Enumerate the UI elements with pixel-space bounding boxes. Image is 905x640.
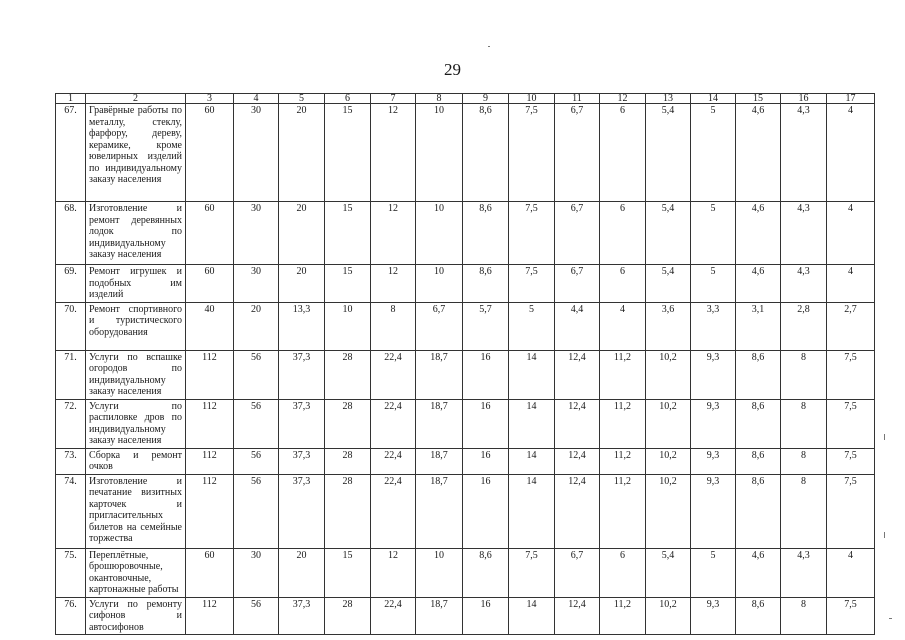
rate-cell: 60 [186,202,234,265]
rate-cell: 9,3 [691,399,736,448]
scan-speck [488,46,490,47]
rate-cell: 22,4 [371,448,416,474]
table-header [56,94,875,104]
rate-cell: 12 [371,202,416,265]
column-header: 8 [416,94,463,104]
service-description: Сборка и ремонт очков [86,448,186,474]
rate-cell: 5,7 [463,302,509,350]
rate-cell: 8,6 [736,474,781,548]
column-header: 2 [86,94,186,104]
rate-cell: 4 [827,548,875,597]
rate-cell: 18,7 [416,474,463,548]
rate-cell: 3,1 [736,302,781,350]
rate-cell: 4,6 [736,202,781,265]
row-number: 68. [56,202,86,265]
rate-cell: 5,4 [646,104,691,202]
rate-cell: 28 [325,448,371,474]
rate-cell: 11,2 [600,448,646,474]
rate-cell: 10,2 [646,597,691,635]
column-header: 11 [555,94,600,104]
row-number: 73. [56,448,86,474]
rate-cell: 6,7 [416,302,463,350]
rate-cell: 14 [509,448,555,474]
rate-cell: 14 [509,399,555,448]
scan-speck [884,434,885,440]
rate-cell: 8 [781,399,827,448]
rate-cell: 4,3 [781,202,827,265]
row-number: 69. [56,265,86,303]
rate-cell: 37,3 [279,399,325,448]
rate-cell: 7,5 [827,350,875,399]
rate-cell: 7,5 [509,202,555,265]
service-description: Ремонт игрушек и подобных им изделий [86,265,186,303]
rate-cell: 8 [781,350,827,399]
rate-cell: 12 [371,265,416,303]
scan-speck [889,618,892,619]
rate-cell: 14 [509,474,555,548]
rate-cell: 8,6 [736,350,781,399]
rate-cell: 4,6 [736,548,781,597]
rate-cell: 8,6 [463,548,509,597]
column-header: 5 [279,94,325,104]
rate-cell: 5,4 [646,202,691,265]
rate-cell: 5,4 [646,265,691,303]
rate-cell: 37,3 [279,597,325,635]
service-description: Гравёрные работы по металлу, стеклу, фарфору, дереву, керамике, кроме ювелирных изделий по индивидуальному заказу населения [86,104,186,202]
rate-cell: 12,4 [555,448,600,474]
row-number: 76. [56,597,86,635]
rate-cell: 37,3 [279,448,325,474]
rate-cell: 4,6 [736,104,781,202]
rate-cell: 30 [234,104,279,202]
rate-cell: 56 [234,474,279,548]
column-header: 7 [371,94,416,104]
rate-cell: 56 [234,350,279,399]
rate-cell: 20 [279,104,325,202]
rate-cell: 6 [600,548,646,597]
table-row [56,202,875,265]
column-header: 17 [827,94,875,104]
rate-cell: 14 [509,597,555,635]
rate-cell: 4 [827,265,875,303]
rate-cell: 15 [325,548,371,597]
rate-cell: 56 [234,597,279,635]
row-number: 67. [56,104,86,202]
rate-cell: 4,3 [781,265,827,303]
rate-cell: 7,5 [827,597,875,635]
rate-cell: 60 [186,265,234,303]
rate-cell: 10 [416,265,463,303]
row-number: 71. [56,350,86,399]
service-description: Изготовление и печатание визитных карточек и пригласительных билетов на семейные торжества [86,474,186,548]
rate-cell: 8,6 [463,202,509,265]
rate-cell: 20 [234,302,279,350]
column-header: 9 [463,94,509,104]
rate-cell: 8 [781,474,827,548]
rate-cell: 10 [416,104,463,202]
page-number: 29 [444,60,461,79]
column-header: 15 [736,94,781,104]
rate-cell: 12 [371,548,416,597]
column-header: 16 [781,94,827,104]
row-number: 70. [56,302,86,350]
rate-cell: 3,6 [646,302,691,350]
rate-cell: 8 [781,448,827,474]
rate-cell: 20 [279,202,325,265]
row-number: 74. [56,474,86,548]
rate-cell: 16 [463,474,509,548]
rate-cell: 16 [463,448,509,474]
rate-cell: 6 [600,265,646,303]
rate-cell: 4,3 [781,548,827,597]
rate-cell: 60 [186,104,234,202]
rate-cell: 10 [416,202,463,265]
service-description: Изготовление и ремонт деревянных лодок по индивидуальному заказу населения [86,202,186,265]
rate-cell: 7,5 [509,548,555,597]
rate-cell: 30 [234,548,279,597]
rate-cell: 15 [325,104,371,202]
table-row [56,474,875,548]
rate-cell: 20 [279,548,325,597]
rate-cell: 12,4 [555,399,600,448]
header-row [56,94,875,104]
rate-cell: 16 [463,350,509,399]
table-row [56,350,875,399]
table-row [56,548,875,597]
rate-cell: 7,5 [509,265,555,303]
rate-cell: 12 [371,104,416,202]
rate-cell: 13,3 [279,302,325,350]
rate-cell: 11,2 [600,474,646,548]
rate-cell: 28 [325,399,371,448]
service-description: Ремонт спортивного и туристического оборудования [86,302,186,350]
rate-cell: 40 [186,302,234,350]
rate-cell: 8,6 [736,448,781,474]
row-number: 72. [56,399,86,448]
rate-cell: 14 [509,350,555,399]
rate-cell: 8,6 [463,104,509,202]
rate-cell: 7,5 [509,104,555,202]
column-header: 13 [646,94,691,104]
rate-cell: 28 [325,597,371,635]
rate-cell: 7,5 [827,399,875,448]
column-header: 12 [600,94,646,104]
rate-cell: 22,4 [371,350,416,399]
rate-cell: 8,6 [736,399,781,448]
rate-cell: 5,4 [646,548,691,597]
rate-cell: 5 [691,104,736,202]
rate-cell: 112 [186,474,234,548]
rate-cell: 4,3 [781,104,827,202]
rate-cell: 37,3 [279,350,325,399]
rate-cell: 6 [600,104,646,202]
rate-cell: 10,2 [646,350,691,399]
rate-cell: 18,7 [416,399,463,448]
rate-cell: 9,3 [691,350,736,399]
rate-cell: 12,4 [555,474,600,548]
rate-cell: 6,7 [555,104,600,202]
rate-cell: 10 [416,548,463,597]
rate-cell: 4 [827,104,875,202]
rate-cell: 112 [186,448,234,474]
rate-cell: 6,7 [555,548,600,597]
rate-cell: 28 [325,350,371,399]
table-row [56,597,875,635]
service-description: Услуги по вспашке огородов по индивидуальному заказу населения [86,350,186,399]
rate-cell: 22,4 [371,474,416,548]
rate-cell: 10 [325,302,371,350]
rate-cell: 30 [234,202,279,265]
rate-cell: 112 [186,597,234,635]
rate-cell: 7,5 [827,474,875,548]
rate-cell: 8,6 [463,265,509,303]
table-row [56,104,875,202]
service-description: Услуги по ремонту сифонов и автосифонов [86,597,186,635]
rate-cell: 11,2 [600,597,646,635]
rate-cell: 16 [463,399,509,448]
rate-cell: 15 [325,265,371,303]
column-header: 14 [691,94,736,104]
rate-cell: 6 [600,202,646,265]
rate-cell: 11,2 [600,399,646,448]
rate-cell: 18,7 [416,448,463,474]
rate-cell: 5 [509,302,555,350]
rate-cell: 10,2 [646,399,691,448]
rate-cell: 12,4 [555,350,600,399]
table-body [56,104,875,635]
rate-cell: 37,3 [279,474,325,548]
column-header: 6 [325,94,371,104]
table-row [56,302,875,350]
rate-cell: 15 [325,202,371,265]
table-row [56,448,875,474]
rate-cell: 5 [691,548,736,597]
row-number: 75. [56,548,86,597]
rate-cell: 4,6 [736,265,781,303]
rate-cell: 112 [186,350,234,399]
rate-cell: 18,7 [416,350,463,399]
rate-cell: 8,6 [736,597,781,635]
service-description: Услуги по распиловке дров по индивидуальному заказу населения [86,399,186,448]
rate-cell: 56 [234,448,279,474]
rate-cell: 6,7 [555,202,600,265]
rate-cell: 4,4 [555,302,600,350]
rate-cell: 9,3 [691,474,736,548]
rate-cell: 2,7 [827,302,875,350]
column-header: 3 [186,94,234,104]
rate-cell: 8 [781,597,827,635]
rate-cell: 4 [600,302,646,350]
rate-cell: 6,7 [555,265,600,303]
rate-cell: 30 [234,265,279,303]
table-row [56,399,875,448]
scan-speck [884,532,885,538]
rate-cell: 5 [691,202,736,265]
rate-cell: 7,5 [827,448,875,474]
rate-cell: 112 [186,399,234,448]
rate-cell: 11,2 [600,350,646,399]
rate-cell: 5 [691,265,736,303]
rate-cell: 20 [279,265,325,303]
rate-cell: 3,3 [691,302,736,350]
rate-cell: 10,2 [646,448,691,474]
service-description: Переплётные, брошюровочные, окантовочные, картонажные работы [86,548,186,597]
column-header: 4 [234,94,279,104]
rate-cell: 4 [827,202,875,265]
rate-cell: 2,8 [781,302,827,350]
rate-cell: 9,3 [691,597,736,635]
table-row [56,265,875,303]
rate-cell: 56 [234,399,279,448]
rate-cell: 18,7 [416,597,463,635]
rate-cell: 12,4 [555,597,600,635]
rate-cell: 60 [186,548,234,597]
rates-table [55,93,875,635]
rate-cell: 16 [463,597,509,635]
rate-cell: 10,2 [646,474,691,548]
column-header: 10 [509,94,555,104]
rate-cell: 9,3 [691,448,736,474]
rate-cell: 28 [325,474,371,548]
rate-cell: 22,4 [371,399,416,448]
rate-cell: 22,4 [371,597,416,635]
rate-cell: 8 [371,302,416,350]
column-header: 1 [56,94,86,104]
